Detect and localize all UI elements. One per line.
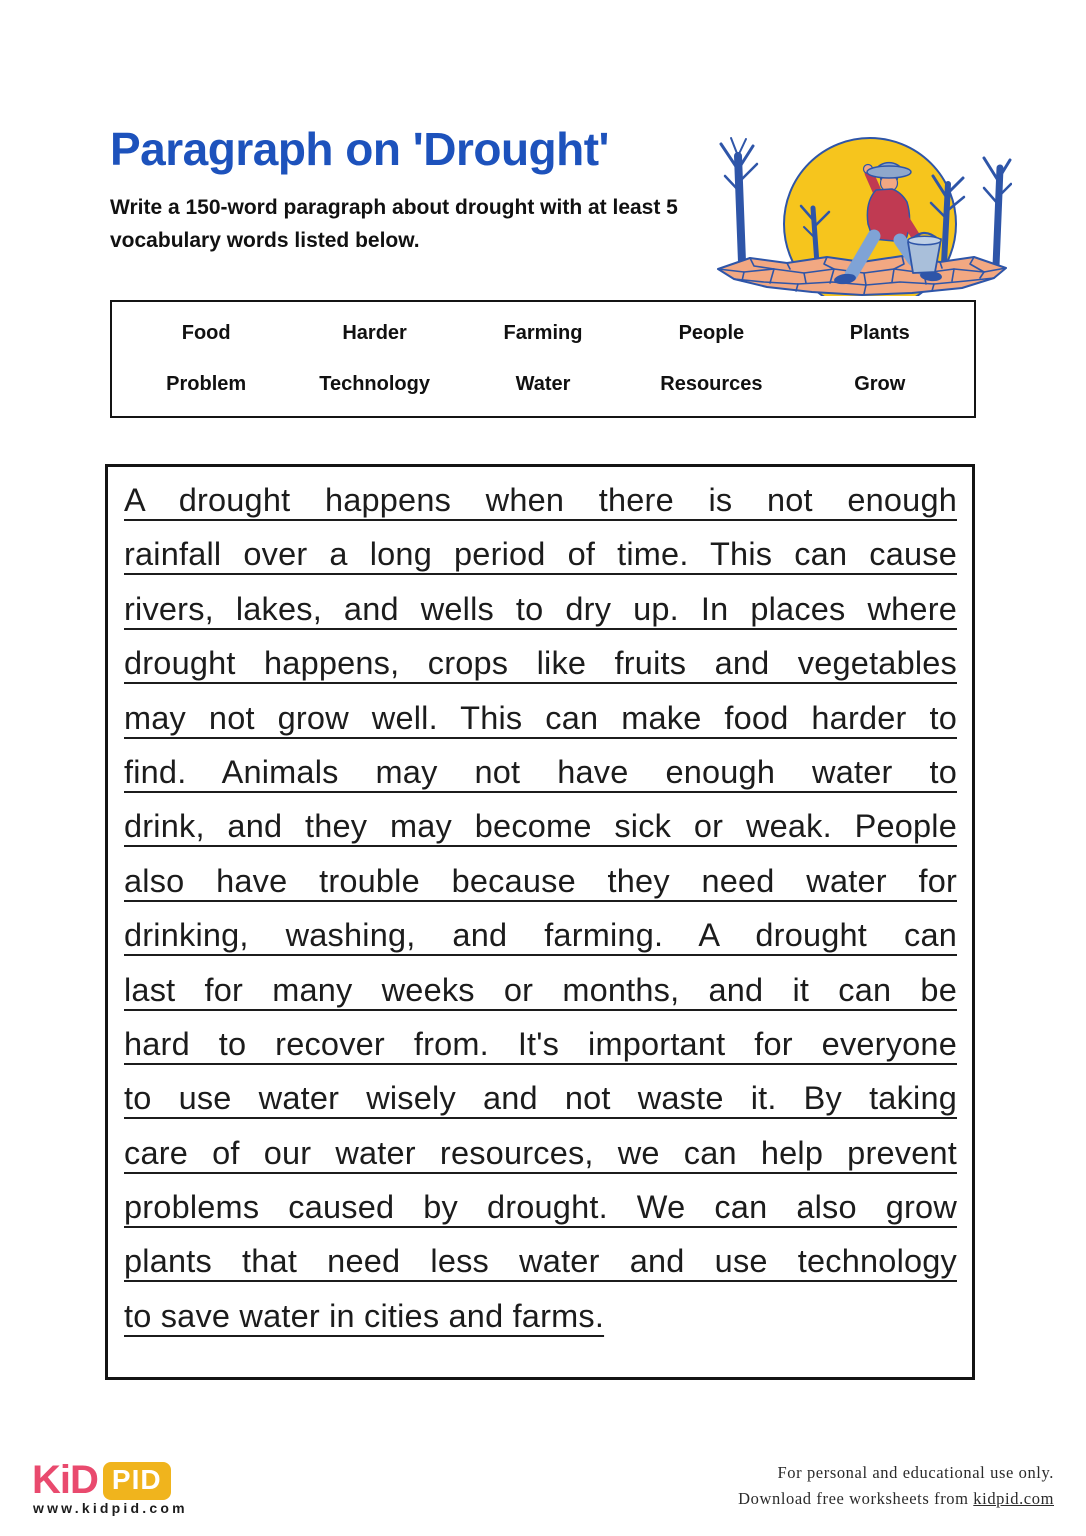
- paragraph-line-text: also have trouble because they need water for: [124, 862, 957, 899]
- paragraph-line: [124, 1289, 957, 1343]
- logo-kid-text: KiD: [32, 1458, 98, 1502]
- notice-line-1: For personal and educational use only.: [777, 1463, 1054, 1482]
- paragraph-line-text: drought happens, crops like fruits and vegetables: [124, 645, 957, 682]
- drought-illustration: [712, 76, 1012, 296]
- paragraph-line: [124, 473, 957, 527]
- notice-line-2-prefix: Download free worksheets from: [738, 1488, 974, 1508]
- paragraph-line-text: A drought happens when there is not enough: [124, 482, 957, 518]
- paragraph-line-text: may not grow well. This can make food harder to: [124, 699, 957, 736]
- vocab-word: Grow: [854, 373, 906, 395]
- paragraph-line: [124, 1180, 957, 1234]
- vocab-word: Food: [181, 322, 231, 344]
- subtitle-line-2: vocabulary words listed below.: [110, 228, 420, 252]
- paragraph-line-text: problems caused by drought. We can also grow: [124, 1189, 957, 1226]
- kidpid-link[interactable]: kidpid.com: [973, 1488, 1054, 1508]
- paragraph-line: [124, 745, 957, 799]
- paragraph-line-text: rainfall over a long period of time. This can cause: [124, 536, 957, 573]
- kidpid-logo: [32, 1458, 171, 1503]
- paragraph-line: [124, 799, 957, 853]
- paragraph-line: [124, 963, 957, 1017]
- paragraph-line-text: hard to recover from. It's important for everyone: [124, 1025, 957, 1062]
- paragraph-line-text: to save water in cities and farms.: [124, 1297, 605, 1334]
- paragraph-line-text: care of our water resources, we can help prevent: [124, 1134, 957, 1171]
- page-title: Paragraph on 'Drought': [110, 123, 609, 175]
- paragraph-line: [124, 1017, 957, 1071]
- paragraph-line-text: to use water wisely and not waste it. By taking: [124, 1080, 957, 1117]
- paragraph-line-text: last for many weeks or months, and it can be: [124, 971, 957, 1008]
- paragraph-line: [124, 1234, 957, 1288]
- subtitle-line-1: Write a 150-word paragraph about drought with at least 5: [110, 196, 678, 219]
- logo-url: www.kidpid.com: [33, 1500, 188, 1516]
- paragraph-line: [124, 636, 957, 690]
- paragraph-line: [124, 582, 957, 636]
- paragraph-line-text: plants that need less water and use technology: [124, 1243, 957, 1280]
- paragraph-line-text: find. Animals may not have enough water to: [124, 753, 957, 790]
- paragraph-box: [105, 464, 975, 1380]
- vocab-word: Farming: [503, 322, 583, 344]
- logo-pid-badge: PID: [103, 1462, 171, 1500]
- vocab-word: People: [678, 322, 745, 344]
- bare-tree-left-icon: [721, 138, 757, 262]
- paragraph-line: [124, 527, 957, 581]
- page-subtitle: [110, 192, 750, 257]
- usage-notice: [574, 1460, 1054, 1511]
- vocab-word: Harder: [342, 322, 407, 344]
- paragraph-line: [124, 908, 957, 962]
- vocab-word: Resources: [660, 373, 763, 395]
- vocabulary-box: [110, 300, 976, 418]
- vocab-word: Technology: [319, 373, 430, 395]
- paragraph-line: [124, 691, 957, 745]
- vocab-word: Water: [515, 373, 571, 395]
- paragraph-line-text: drink, and they may become sick or weak. People: [124, 808, 957, 845]
- paragraph-line: [124, 1071, 957, 1125]
- paragraph-line-text: rivers, lakes, and wells to dry up. In places where: [124, 590, 957, 627]
- paragraph-line-text: drinking, washing, and farming. A drought can: [124, 917, 957, 954]
- vocab-word: Plants: [849, 322, 910, 344]
- drought-illustration-svg: [712, 76, 1012, 296]
- bare-tree-right-icon: [984, 158, 1011, 266]
- vocab-word: Problem: [166, 373, 247, 395]
- paragraph-line: [124, 854, 957, 908]
- paragraph-line: [124, 1126, 957, 1180]
